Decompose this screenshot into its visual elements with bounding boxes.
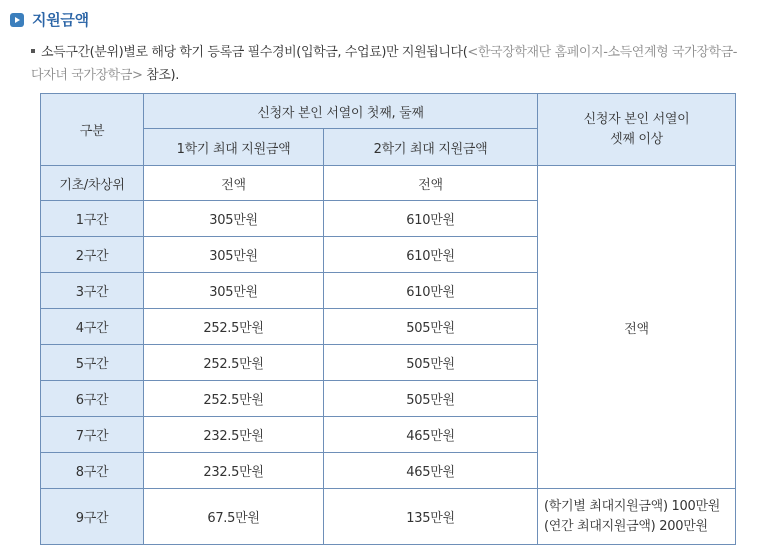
header-first-second: 신청자 본인 서열이 첫째, 둘째 [144, 94, 538, 129]
row-label: 3구간 [41, 273, 144, 309]
support-amount-table [40, 93, 736, 545]
notice-ref-open: ( [462, 45, 468, 60]
ninth-third-or-later-amount [538, 489, 736, 545]
sem1-amount: 252.5만원 [144, 381, 324, 417]
header-semester1-max: 1학기 최대 지원금액 [144, 129, 324, 166]
notice-ref-close: 참조). [142, 68, 179, 83]
third-or-later-amount: 전액 [538, 166, 736, 489]
header-third-line1: 신청자 본인 서열이 [583, 111, 690, 127]
bullet-icon [31, 49, 35, 53]
row-label: 2구간 [41, 237, 144, 273]
row-label: 7구간 [41, 417, 144, 453]
sem2-amount: 465만원 [324, 417, 538, 453]
play-arrow-icon [10, 13, 24, 27]
sem1-amount: 67.5만원 [144, 489, 324, 545]
notice-body: 소득구간(분위)별로 해당 학기 등록금 필수경비(입학금, 수업료)만 지원됩니다 [41, 45, 463, 60]
sem2-amount: 505만원 [324, 345, 538, 381]
section-heading [10, 9, 89, 30]
sem1-amount: 305만원 [144, 237, 324, 273]
row-label: 기초/차상위 [41, 166, 144, 201]
notice-text [31, 41, 746, 87]
header-third-or-later [538, 94, 736, 166]
header-category: 구분 [41, 94, 144, 166]
sem1-amount: 전액 [144, 166, 324, 201]
row-label: 5구간 [41, 345, 144, 381]
sem2-amount: 465만원 [324, 453, 538, 489]
ninth-semester-max: (학기별 최대지원금액) 100만원 [544, 498, 720, 514]
row-label: 1구간 [41, 201, 144, 237]
sem2-amount: 610만원 [324, 201, 538, 237]
sem1-amount: 305만원 [144, 273, 324, 309]
sem2-amount: 전액 [324, 166, 538, 201]
ninth-annual-max: (연간 최대지원금액) 200만원 [544, 518, 708, 534]
sem1-amount: 252.5만원 [144, 309, 324, 345]
table-row [41, 489, 736, 545]
row-label: 4구간 [41, 309, 144, 345]
notice-reference-link[interactable]: <한국장학재단 홈페이지-소득연계형 국가장학금-다자녀 국가장학금> [31, 45, 738, 83]
sem1-amount: 305만원 [144, 201, 324, 237]
sem2-amount: 610만원 [324, 273, 538, 309]
sem2-amount: 135만원 [324, 489, 538, 545]
sem2-amount: 505만원 [324, 309, 538, 345]
sem2-amount: 505만원 [324, 381, 538, 417]
sem1-amount: 252.5만원 [144, 345, 324, 381]
row-label: 6구간 [41, 381, 144, 417]
header-third-line2: 셋째 이상 [610, 131, 663, 147]
row-label: 8구간 [41, 453, 144, 489]
section-title: 지원금액 [32, 11, 89, 29]
row-label: 9구간 [41, 489, 144, 545]
sem1-amount: 232.5만원 [144, 453, 324, 489]
sem1-amount: 232.5만원 [144, 417, 324, 453]
sem2-amount: 610만원 [324, 237, 538, 273]
header-semester2-max: 2학기 최대 지원금액 [324, 129, 538, 166]
table-row [41, 166, 736, 201]
